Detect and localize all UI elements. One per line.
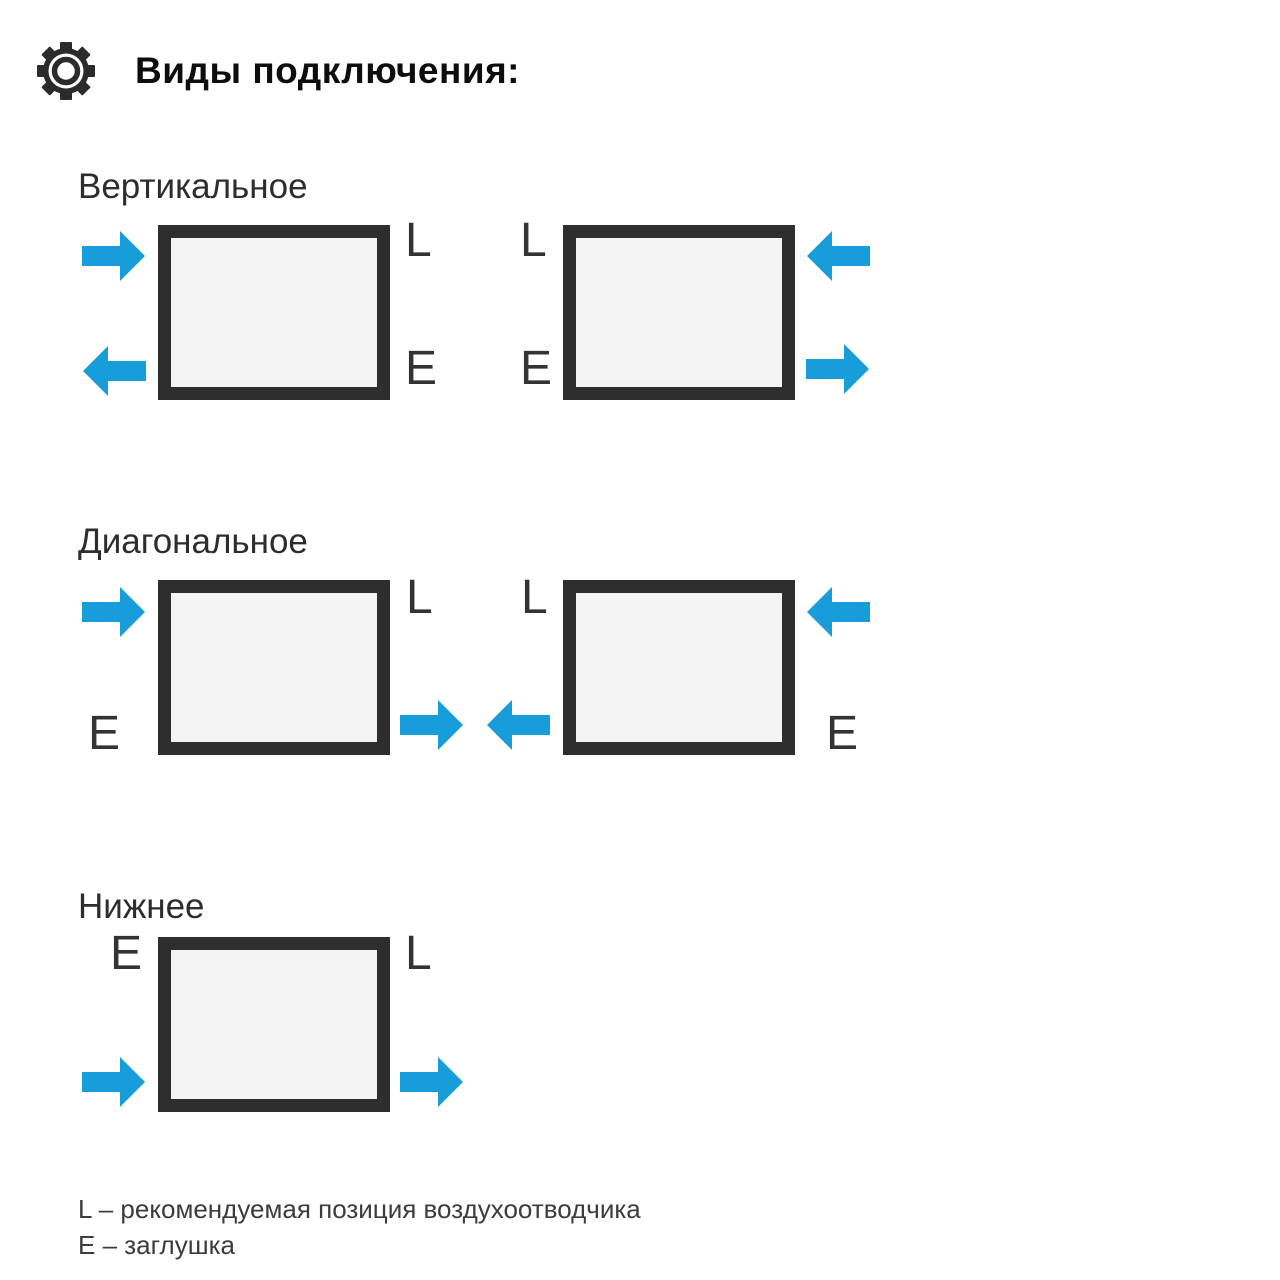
outlet-arrow-icon bbox=[400, 1056, 464, 1108]
radiator-box bbox=[563, 580, 795, 755]
inlet-arrow-icon bbox=[82, 586, 146, 638]
port-label-air-vent: L bbox=[520, 214, 547, 267]
outlet-arrow-icon bbox=[400, 699, 464, 751]
port-label-air-vent: L bbox=[405, 214, 432, 267]
section-label-bottom: Нижнее bbox=[78, 887, 205, 926]
radiator-box bbox=[158, 937, 390, 1112]
port-label-plug: E bbox=[88, 707, 121, 760]
section-label-vertical: Вертикальное bbox=[78, 167, 308, 206]
inlet-arrow-icon bbox=[82, 1056, 146, 1108]
port-label-plug: E bbox=[520, 342, 553, 395]
outlet-arrow-icon bbox=[486, 699, 550, 751]
outlet-arrow-icon bbox=[82, 345, 146, 397]
page-title: Виды подключения: bbox=[135, 50, 521, 91]
port-label-plug: E bbox=[405, 342, 438, 395]
legend-line-plug: E – заглушка bbox=[78, 1230, 235, 1260]
port-label-air-vent: L bbox=[521, 571, 548, 624]
gear-icon bbox=[37, 42, 95, 100]
inlet-arrow-icon bbox=[82, 230, 146, 282]
port-label-air-vent: L bbox=[406, 571, 433, 624]
legend bbox=[78, 1191, 641, 1263]
radiator-box bbox=[158, 225, 390, 400]
radiator-box bbox=[158, 580, 390, 755]
inlet-arrow-icon bbox=[806, 230, 870, 282]
legend-line-air-vent: L – рекомендуемая позиция воздухоотводчика bbox=[78, 1194, 641, 1224]
port-label-plug: E bbox=[110, 927, 143, 980]
outlet-arrow-icon bbox=[806, 343, 870, 395]
port-label-air-vent: L bbox=[405, 927, 432, 980]
radiator-box bbox=[563, 225, 795, 400]
section-label-diagonal: Диагональное bbox=[78, 522, 308, 561]
inlet-arrow-icon bbox=[806, 586, 870, 638]
port-label-plug: E bbox=[826, 707, 859, 760]
